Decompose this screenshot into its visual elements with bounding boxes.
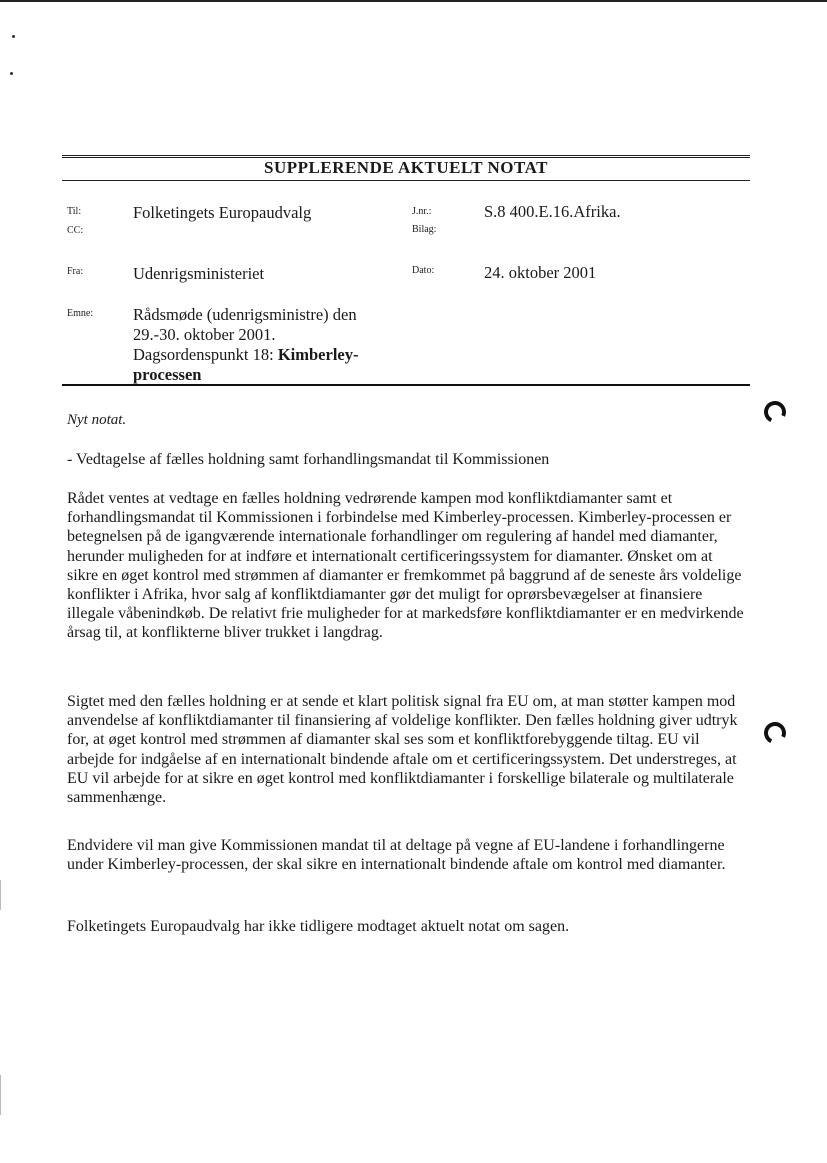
dato-label: Dato: bbox=[412, 265, 435, 276]
summary-line: - Vedtagelse af fælles holdning samt forhandlingsmandat til Kommissionen bbox=[67, 451, 550, 468]
til-label: Til: bbox=[67, 206, 82, 217]
body-paragraph: Sigtet med den fælles holdning er at sende et klart politisk signal fra EU om, at man støtter kampen mod anvendelse af konfliktdiamanter til finansiering af voldelige konflikter. Den fælles holdning giver udtryk for, at øget kontrol med strømmen af diamanter skal ses som et konfliktforebyggende tiltag. EU vil arbejde for indgåelse af en internationalt bindende aftale om et certificeringssystem. Det understreges, at EU vil arbejde for at sikre en øget kontrol med konfliktdiamanter i forskellige bilaterale og multilaterale sammenhænge. bbox=[67, 693, 738, 807]
header-bottom-rule bbox=[62, 384, 750, 386]
notice-label: Nyt notat. bbox=[67, 412, 127, 428]
fra-value: Udenrigsministeriet bbox=[133, 264, 265, 283]
scan-margin-mark bbox=[0, 880, 1, 910]
subject-agenda-prefix: Dagsordenspunkt 18: bbox=[133, 345, 278, 364]
jnr-label: J.nr.: bbox=[412, 206, 432, 217]
til-value: Folketingets Europaudvalg bbox=[133, 203, 312, 222]
punch-hole-icon bbox=[761, 398, 789, 426]
jnr-value: S.8 400.E.16.Afrika. bbox=[484, 202, 621, 221]
scan-speck bbox=[12, 35, 15, 38]
emne-label: Emne: bbox=[67, 308, 94, 319]
subject-line: 29.-30. oktober 2001. bbox=[133, 325, 276, 344]
heading-rule-bottom bbox=[62, 180, 750, 181]
subject-block bbox=[133, 305, 393, 385]
subject-agenda-bold: Kimberley- bbox=[277, 345, 359, 364]
subject-line bbox=[133, 345, 393, 365]
body-paragraph: Endvidere vil man give Kommissionen mandat til at deltage på vegne af EU-landene i forhandlingerne under Kimberley-processen, der skal sikre en internationalt bindende aftale om kontrol med diamanter. bbox=[67, 837, 726, 874]
subject-line: Rådsmøde (udenrigsministre) den bbox=[133, 305, 357, 324]
dato-value: 24. oktober 2001 bbox=[484, 263, 597, 282]
scan-speck bbox=[10, 72, 13, 75]
scan-margin-mark bbox=[0, 1075, 1, 1115]
body-paragraph: Folketingets Europaudvalg har ikke tidligere modtaget aktuelt notat om sagen. bbox=[67, 918, 570, 935]
scan-top-edge bbox=[0, 0, 827, 2]
subject-line: processen bbox=[133, 365, 202, 384]
body-paragraph: Rådet ventes at vedtage en fælles holdning vedrørende kampen mod konfliktdiamanter samt et forhandlingsmandat til Kommissionen i forbindelse med Kimberley-processen. Kimberley-processen er betegnelsen på de igangværende internationale forhandlinger om regulering af handel med diamanter, herunder muligheden for at indføre et internationalt certificeringssystem for diamanter. Ønsket om at sikre en øget kontrol med strømmen af diamanter er fremkommet på baggrund af de seneste års voldelige konflikter i Afrika, hvor salg af konfliktdiamanter gør det muligt for oprørsbevægelser at finansiere illegale våbenindkøb. De relativt frie muligheder for at markedsføre konfliktdiamanter er en medvirkende årsag til, at konflikterne bliver trukket i langdrag. bbox=[67, 490, 744, 642]
document-title: SUPPLERENDE AKTUELT NOTAT bbox=[264, 158, 548, 177]
bilag-label: Bilag: bbox=[412, 224, 437, 235]
cc-label: CC: bbox=[67, 225, 84, 236]
punch-hole-icon bbox=[761, 719, 789, 747]
fra-label: Fra: bbox=[67, 266, 84, 277]
